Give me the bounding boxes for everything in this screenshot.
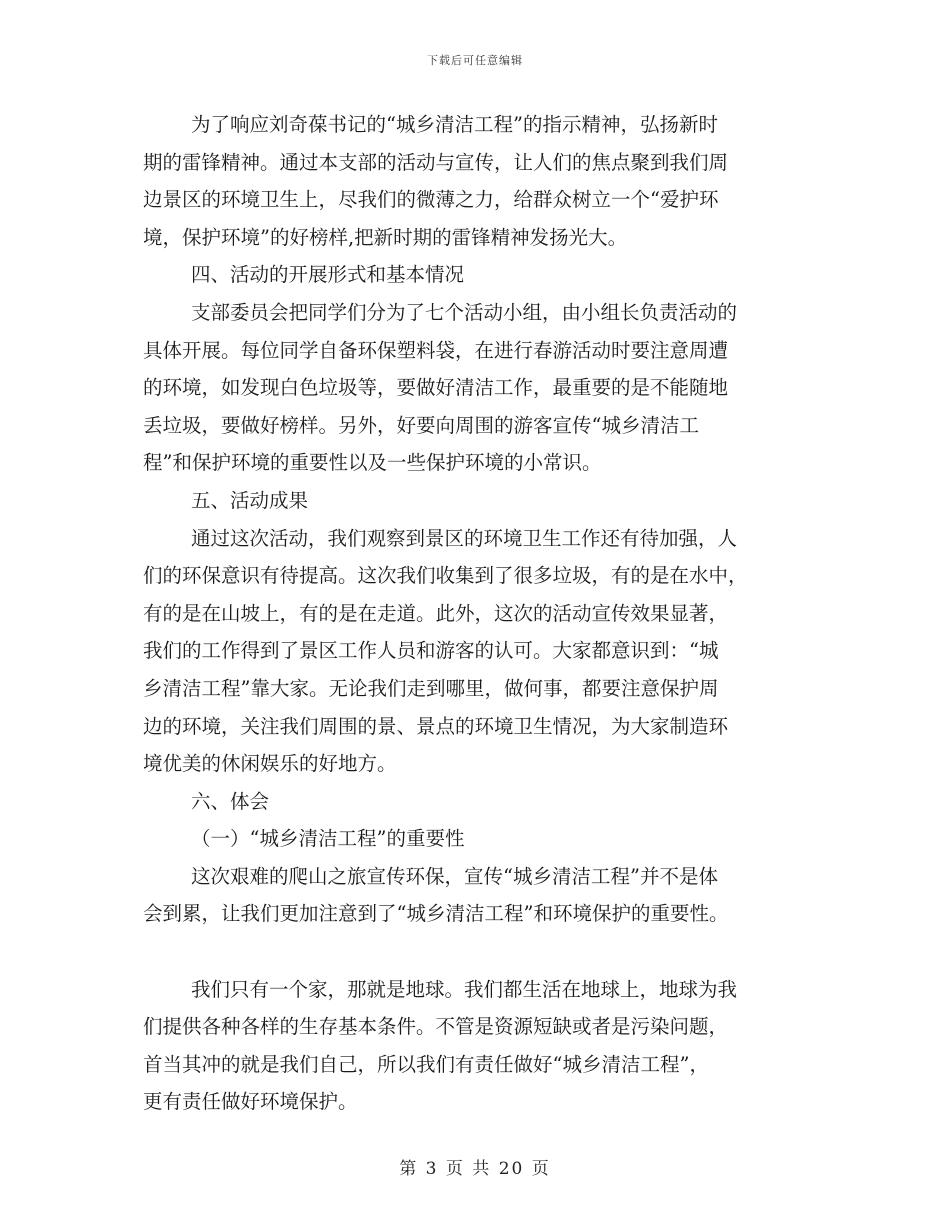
paragraph-line: 们提供各种各样的生存基本条件。不管是资源短缺或者是污染问题， bbox=[143, 1015, 729, 1039]
paragraph-line: 通过这次活动，我们观察到景区的环境卫生工作还有待加强，人 bbox=[191, 526, 738, 550]
paragraph-line: 具体开展。每位同学自备环保塑料袋，在进行春游活动时要注意周遭 bbox=[143, 338, 729, 362]
paragraph-line: 们的环保意识有待提高。这次我们收集到了很多垃圾，有的是在水中， bbox=[143, 564, 748, 588]
paragraph-line: 我们只有一个家，那就是地球。我们都生活在地球上，地球为我 bbox=[191, 977, 738, 1001]
section-heading: 六、体会 bbox=[191, 789, 270, 813]
paragraph-line: 程”和保护环境的重要性以及一些保护环境的小常识。 bbox=[143, 451, 602, 475]
paragraph-line: 这次艰难的爬山之旅宣传环保，宣传“城乡清洁工程”并不是体 bbox=[191, 864, 718, 888]
paragraph-line: 乡清洁工程”靠大家。无论我们走到哪里，做何事，都要注意保护周 bbox=[143, 676, 719, 700]
paragraph-line: 边景区的环境卫生上，尽我们的微薄之力，给群众树立一个“爱护环 bbox=[143, 188, 719, 212]
section-heading: 四、活动的开展形式和基本情况 bbox=[191, 263, 465, 287]
paragraph-line: 境优美的休闲娱乐的好地方。 bbox=[143, 752, 397, 776]
page-footer: 第 3 页 共 20 页 bbox=[399, 1159, 551, 1179]
paragraph-line: 更有责任做好环境保护。 bbox=[143, 1090, 358, 1114]
paragraph-line: 丢垃圾，要做好榜样。另外，好要向周围的游客宣传“城乡清洁工 bbox=[143, 413, 699, 437]
blank-line bbox=[143, 933, 808, 971]
page-header: 下载后可任意编辑 bbox=[427, 54, 523, 67]
paragraph-line: 我们的工作得到了景区工作人员和游客的认可。大家都意识到：“城 bbox=[143, 639, 719, 663]
subsection-heading: （一）“城乡清洁工程”的重要性 bbox=[191, 827, 465, 851]
paragraph-line: 境，保护环境”的好榜样,把新时期的雷锋精神发扬光大。 bbox=[143, 225, 628, 249]
document-body bbox=[143, 106, 808, 1121]
section-heading: 五、活动成果 bbox=[191, 488, 309, 512]
paragraph-line: 首当其冲的就是我们自己，所以我们有责任做好“城乡清洁工程”， bbox=[143, 1052, 709, 1076]
paragraph-line: 边的环境，关注我们周围的景、景点的环境卫生情况，为大家制造环 bbox=[143, 714, 729, 738]
paragraph-line: 会到累，让我们更加注意到了“城乡清洁工程”和环境保护的重要性。 bbox=[143, 902, 729, 926]
paragraph-line: 为了响应刘奇葆书记的“城乡清洁工程”的指示精神，弘扬新时 bbox=[191, 113, 718, 136]
paragraph-line: 的环境，如发现白色垃圾等，要做好清洁工作，最重要的是不能随地 bbox=[143, 376, 729, 400]
paragraph-line: 有的是在山坡上，有的是在走道。此外，这次的活动宣传效果显著， bbox=[143, 601, 729, 625]
paragraph-line: 期的雷锋精神。通过本支部的活动与宣传，让人们的焦点聚到我们周 bbox=[143, 150, 729, 174]
paragraph-line: 支部委员会把同学们分为了七个活动小组，由小组长负责活动的 bbox=[191, 300, 738, 324]
